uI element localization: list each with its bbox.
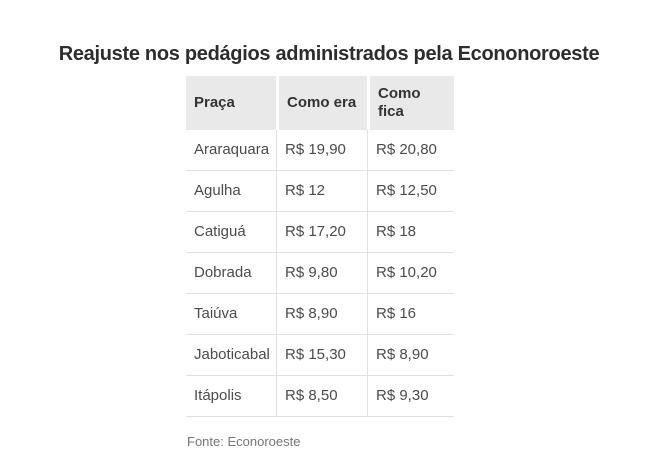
table-row [186, 376, 454, 417]
toll-table [186, 76, 454, 417]
cell-como-fica: R$ 16 [367, 294, 454, 335]
cell-praca: Taiúva [186, 294, 276, 335]
cell-como-fica: R$ 12,50 [367, 171, 454, 212]
column-header-praca: Praça [186, 76, 276, 130]
cell-como-fica: R$ 10,20 [367, 253, 454, 294]
table-body [186, 130, 454, 417]
table-row [186, 171, 454, 212]
cell-praca: Araraquara [186, 130, 276, 171]
cell-praca: Catiguá [186, 212, 276, 253]
table-row [186, 335, 454, 376]
cell-praca: Jaboticabal [186, 335, 276, 376]
cell-praca: Agulha [186, 171, 276, 212]
cell-como-fica: R$ 8,90 [367, 335, 454, 376]
page-title: Reajuste nos pedágios administrados pela Econonoroeste [58, 43, 600, 65]
table-header-row [186, 76, 454, 130]
cell-como-era: R$ 17,20 [276, 212, 367, 253]
source-note: Fonte: Econoroeste [187, 434, 301, 449]
cell-como-era: R$ 8,50 [276, 376, 367, 417]
cell-como-era: R$ 15,30 [276, 335, 367, 376]
cell-como-era: R$ 9,80 [276, 253, 367, 294]
table-row [186, 253, 454, 294]
cell-praca: Dobrada [186, 253, 276, 294]
cell-praca: Itápolis [186, 376, 276, 417]
column-header-como-fica: Como fica [367, 76, 454, 130]
toll-table-wrap [186, 76, 454, 417]
table-row [186, 130, 454, 171]
cell-como-era: R$ 12 [276, 171, 367, 212]
cell-como-fica: R$ 18 [367, 212, 454, 253]
cell-como-fica: R$ 20,80 [367, 130, 454, 171]
cell-como-era: R$ 8,90 [276, 294, 367, 335]
column-header-como-era: Como era [276, 76, 367, 130]
cell-como-era: R$ 19,90 [276, 130, 367, 171]
table-row [186, 294, 454, 335]
table-row [186, 212, 454, 253]
cell-como-fica: R$ 9,30 [367, 376, 454, 417]
